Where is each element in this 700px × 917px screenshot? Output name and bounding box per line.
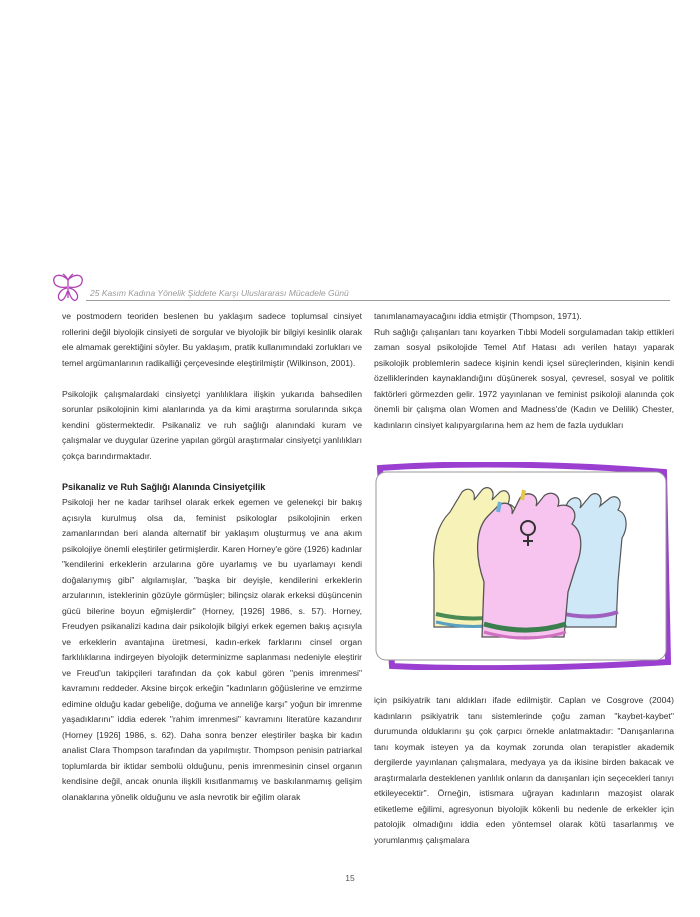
fist-center [478,490,581,638]
right-column-top [374,309,674,433]
right-column-bottom [374,693,674,848]
page-number: 15 [345,873,355,883]
running-title: 25 Kasım Kadına Yönelik Şiddete Karşı Uluslararası Mücadele Günü [90,288,349,298]
paragraph: Psikolojik çalışmalardaki cinsiyetçi yanlılıklara ilişkin yukarıda bahsedilen sorunlar psikolojinin kimi alanlarında ya da kimi araştırma sorularında sıkça kendini göstermektedir. Psikanaliz ve ruh sağlığı alanındaki kuram ve çalışmalar ve duygular üzerine yapılan görgül araştırmalar cinsiyetçi yanlılıkları çokça barındırmaktadır. [62,388,362,461]
paragraph: Ruh sağlığı çalışanları tanı koyarken Tıbbi Modeli sorgulamadan takip ettikleri zaman sosyal psikolojide Temel Atıf Hatası adı verilen hatayı yaparak psikolojik problemlerin sadece kişinin kendi içsel süreçlerinden, kişinin kendi özelliklerinden kaynaklandığını düşünerek sosyal, çevresel, sosyal ve politik faktörleri görmezden gelir. 1972 yayınlanan ve feminist psikoloji alanında çok önemli bir çalışma olan Women and Madness'de (Kadın ve Delilik) Chester, kadınların cinsiyet kalıpyargılarına hem az hem de fazla uydukları [374,326,674,430]
raised-fists-illustration [372,462,674,670]
paragraph: için psikiyatrik tanı aldıkları ifade edilmiştir. Caplan ve Cosgrove (2004) kadınların psikiyatrik tanı sistemlerinde çoğu zaman "kaybet-kaybet" durumunda olduklarını şu çok çarpıcı örnekle anlatmaktadır: "Danışanlarına tanı koymak isteyen ya da koymak zorunda olan terapistler akademik dergilerde yayınlanan çalışmalara, medyaya ya da ikisine birden bakacak ve araştırmalarla desteklenen yanlılık onların da danışanları için seçecekleri tanıyı etkileyecektir". Örneğin, istismara uğrayan kadınların mazoşist olarak etiketleme eğilimi, agresyonun biyolojik kökenli bu nedenle de erkekler için patolojik olmadığını iddia eden yöntemsel olarak kötü tasarlanmış ve yorumlanmış çalışmalara [374,695,674,845]
header-divider [86,300,670,301]
paragraph: Psikoloji her ne kadar tarihsel olarak erkek egemen ve gelenekçi bir bakış açısıyla kurulmuş olsa da, feminist psikologlar psikolojinin erken zamanlarından beri alanda alternatif bir yaklaşım oluşturmuş ve ana akım psikolojiye önemli eleştiriler getirmişlerdir. Karen Horney'e göre (1926) kadınlar "kendilerini erkeklerin arzularına göre uyarlamış ve bu uyarlamayı kendi doğalarıymış gibi" algılamışlar, "başka bir deyişle, kendilerini erkeklerin arzularının, isteklerinin gözüyle görmüşler; bilinçsiz olarak erkeksi düşüncenin gücü bilerine boyun eğmişlerdir" (Horney, [1926] 1986, s. 57). Horney, Freudyen psikanalizi kadına dair psikolojik bilgiyi erkek egemen bakış açısıyla ve erkeklerin avantajına üretmesi, kadın-erkek farklarını cinsel organ farklılıklarına indirgeyen biyolojik determinizme saplanması nedeniyle eleştirir ve Freud'un takipçileri tarafından da çok kabul gören "penis imrenmesi" kavramını reddeder. Aksine birçok erkeğin "kadınların göğüslerine ve emzirme edimine olduğu kadar gebeliğe, doğuma ve anneliğe karşı" yoğun bir imrenme yaşadıklarını" iddia ederek "rahim imrenmesi" kavramını literatüre kazandırır (Horney [1926] 1986, s. 62). Daha sonra benzer eleştiriler başka bir kadın analist Clara Thompson tarafından da yapılmıştır. Thompson penisin patriarkal toplumlarda bir iktidar sembolü olduğunu, penis imrenmesinin cinsel organın kendisine değil, ancak onunla ilişkili kısıtlanmamış ve baskılanmamış gelişim olanaklarına yönelik olduğunu ve asla nevrotik bir eğilim olarak [62,497,362,802]
page-header [50,272,670,304]
paragraph: tanımlanamayacağını iddia etmiştir (Thompson, 1971). [374,311,582,321]
paragraph: ve postmodern teoriden beslenen bu yaklaşım sadece toplumsal cinsiyet rollerini değil biyolojik cinsiyeti de sorgular ve biyolojik bir bilgiyi kesinlik olarak ele almamak gerektiğini söyler. Bu yaklaşım, pratik kullanımındaki zorlukları ve temel argümanlarının radikalliği çerçevesinde eleştirilmiştir (Wilkinson, 2001). [62,311,362,368]
butterfly-icon [50,272,86,304]
section-heading: Psikanaliz ve Ruh Sağlığı Alanında Cinsiyetçilik [62,481,266,492]
left-column [62,309,362,805]
